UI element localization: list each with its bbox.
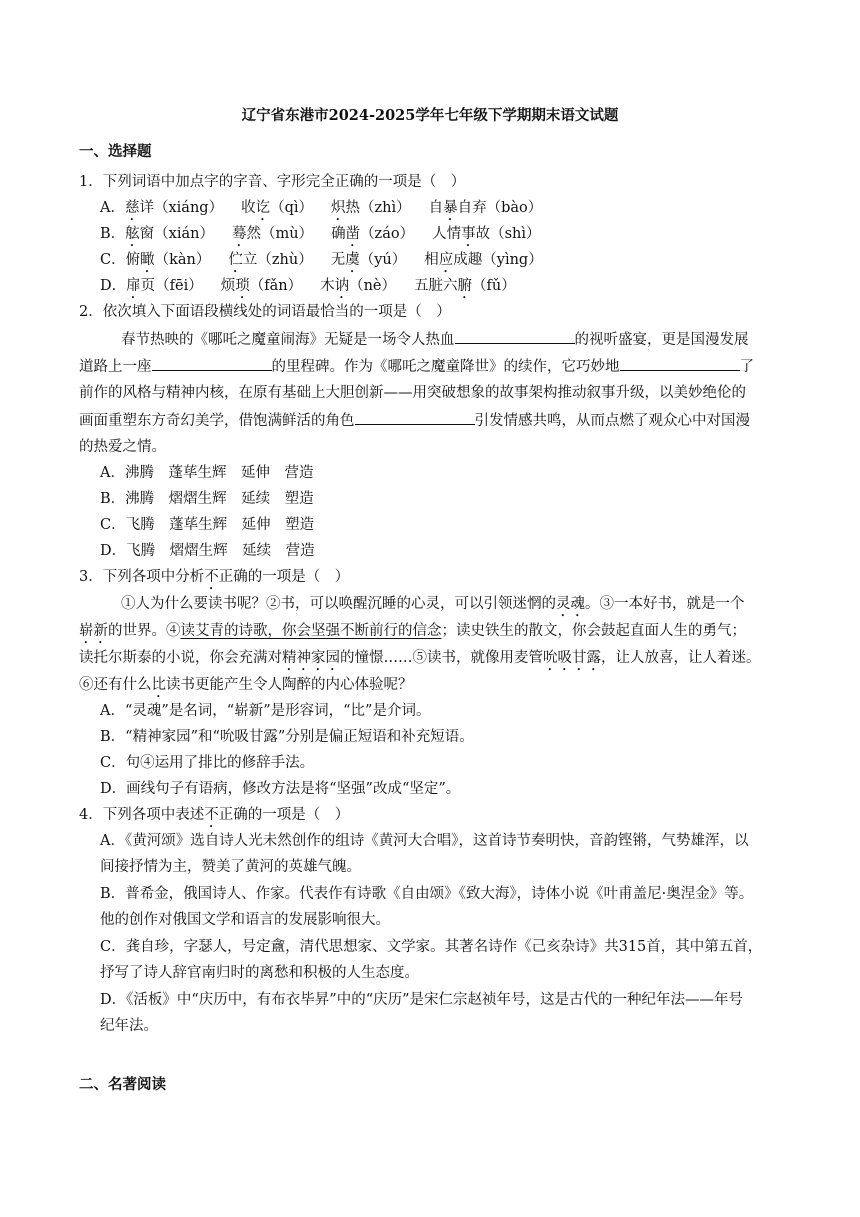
word-text: 详（xiáng） <box>139 200 224 216</box>
dotted-char: 讫 <box>255 200 271 216</box>
word-text: 人情 <box>432 226 462 242</box>
q1-option-c[interactable] <box>100 250 543 276</box>
dotted-char: 应 <box>438 252 454 268</box>
word-text: （kàn） <box>154 252 211 268</box>
dotted-char: 事 <box>461 226 476 242</box>
passage-text: ⑥还有什么 <box>79 677 152 693</box>
q1-option-a[interactable] <box>100 198 542 224</box>
passage-text: 画面重塑东方奇幻美学，借饱满鲜活的角色 <box>79 413 355 429</box>
q4-stem <box>79 805 349 831</box>
q4-option-d[interactable]: D．《活板》中“庆历中，有布衣毕昇”中的“庆历”是宋仁宗赵祯年号，这是古代的一种纪年法——年号 <box>100 992 744 1008</box>
stem-text: 正确的一项是（ ） <box>218 569 350 585</box>
word-text: （záo） <box>360 226 415 242</box>
dotted-char: 琐 <box>235 278 250 294</box>
dotted-char: 凿 <box>345 226 361 242</box>
passage-text: 读托尔斯泰的小说，你会充满对 <box>79 650 282 666</box>
q2-stem: 2．依次填入下面语段横线处的词语最恰当的一项是（ ） <box>79 304 451 320</box>
dotted-char: 扉 <box>126 278 141 294</box>
q3-option-c[interactable]: C．句④运用了排比的修辞手法。 <box>100 755 315 771</box>
option-letter: A． <box>100 200 125 216</box>
option-letter: D． <box>100 278 127 294</box>
stem-text: 正确的一项是（ ） <box>218 807 350 823</box>
q4-option-b[interactable]: B．普希金，俄国诗人、作家。代表作有诗歌《自由颂》《致大海》，诗体小说《叶甫盖尼·奥涅金》等。 <box>100 886 754 902</box>
stem-text: 4．下列各项中表述 <box>79 807 205 823</box>
passage-text: ①人为什么要读书呢？②书，可以唤醒沉睡的心灵，可以引领迷惘的 <box>121 596 556 612</box>
word-text: 烦 <box>220 278 236 294</box>
word-text: 五脏六 <box>414 278 458 294</box>
dotted-char: 不 <box>204 807 219 823</box>
q3-stem <box>79 567 349 593</box>
option-letter: C． <box>100 252 126 268</box>
exam-title: 辽宁省东港市2024-2025学年七年级下学期期末语文试题 <box>241 107 619 124</box>
q2-option-c[interactable]: C．飞腾 蓬荜生辉 延伸 塑造 <box>100 517 315 533</box>
dotted-char: 腑 <box>457 278 473 294</box>
dotted-char: 比 <box>151 677 166 693</box>
q1-option-d[interactable] <box>100 276 516 302</box>
q3-option-a[interactable]: A．“灵魂”是名词，“崭新”是形容词，“比”是介词。 <box>100 703 431 719</box>
q2-passage-line <box>121 329 749 350</box>
q4-option-c-cont: 抒写了诗人辞官南归时的离愁和积极的人生态度。 <box>100 965 419 981</box>
word-text: 自弃（bào） <box>457 200 543 216</box>
dotted-char: 吮吸甘露 <box>543 650 601 666</box>
q2-option-a[interactable]: A．沸腾 蓬荜生辉 延伸 营造 <box>100 465 314 481</box>
dotted-char: 舷 <box>125 226 140 242</box>
section-heading-choice: 一、选择题 <box>79 143 152 160</box>
word-text: 窗（xián） <box>139 226 214 242</box>
word-text: 页（fēi） <box>140 278 203 294</box>
passage-text: 了 <box>739 359 754 375</box>
dotted-char: 暴 <box>443 200 458 216</box>
stem-text: 3．下列各项中分析 <box>79 569 205 585</box>
q3-passage-line <box>79 675 413 701</box>
dotted-char: 瞰 <box>140 252 155 268</box>
option-letter: B． <box>100 226 126 242</box>
q2-passage-line <box>79 410 750 431</box>
word-text: 收 <box>241 200 256 216</box>
word-text: 热（zhì） <box>345 200 411 216</box>
word-text: 故（shì） <box>475 226 541 242</box>
q3-passage-line <box>79 648 761 674</box>
q2-passage-line: 前作的风格与精神内核，在原有基础上大胆创新——用突破想象的故事架构推动叙事升级，以美妙绝伦的 <box>79 385 746 401</box>
q4-option-a[interactable]: A．《黄河颂》选自诗人光未然创作的组诗《黄河大合唱》，这首诗节奏明快，音韵铿锵，气势雄浑，以 <box>100 833 749 849</box>
dotted-char: 蓦 <box>231 226 247 242</box>
dotted-char: 慈 <box>124 200 140 216</box>
word-text: （fǎn） <box>249 278 303 294</box>
word-text: 无 <box>330 252 346 268</box>
passage-text: 读书更能产生令人陶醉的内心体验呢？ <box>166 677 413 693</box>
passage-text: 的世界。④ <box>108 623 181 639</box>
q3-option-b[interactable]: B．“精神家园”和“吮吸甘露”分别是偏正短语和补充短语。 <box>100 729 474 745</box>
q4-option-d-cont: 纪年法。 <box>100 1018 158 1034</box>
dotted-char: 崭新 <box>79 623 108 639</box>
q4-option-b-cont: 他的创作对俄国文学和语言的发展影响很大。 <box>100 912 390 928</box>
word-text: 俯 <box>125 252 141 268</box>
fill-blank-3[interactable] <box>620 356 740 371</box>
q2-option-b[interactable]: B．沸腾 熠熠生辉 延续 塑造 <box>100 491 314 507</box>
passage-text: 道路上一座 <box>79 359 152 375</box>
word-text: （nè） <box>349 278 397 294</box>
q2-option-d[interactable]: D．飞腾 熠熠生辉 延续 营造 <box>100 543 315 559</box>
word-text: 成趣（yìng） <box>453 252 543 268</box>
passage-text: ，让人放喜，让人着迷。 <box>601 650 761 666</box>
dotted-char: 精神家园 <box>282 650 340 666</box>
passage-text: 的憧憬……⑤读书，就像用麦管 <box>340 650 543 666</box>
q1-stem: 1．下列词语中加点字的字音、字形完全正确的一项是（ ） <box>79 174 466 190</box>
q4-option-c[interactable]: C．龚自珍，字瑟人，号定盦，清代思想家、文学家。其著名诗作《己亥杂诗》共315首，其中第五首， <box>100 939 763 955</box>
word-text: 然（mù） <box>246 226 314 242</box>
passage-text: 春节热映的《哪吒之魔童闹海》无疑是一场令人热血 <box>121 332 455 348</box>
q2-passage-line: 的热爱之情。 <box>79 439 166 455</box>
word-text: 立（zhù） <box>242 252 313 268</box>
q2-passage-line <box>79 356 754 377</box>
word-text: 确 <box>331 226 346 242</box>
word-text: 自 <box>428 200 444 216</box>
dotted-char: 伫 <box>228 252 243 268</box>
word-text: 木 <box>320 278 335 294</box>
word-text: （qì） <box>270 200 313 216</box>
word-text: （yú） <box>359 252 407 268</box>
passage-text: ；读史铁生的散文，你会鼓起直面人生的勇气； <box>441 623 746 639</box>
underlined-sentence: 读艾青的诗歌，你会坚强不断前行的信念 <box>180 623 442 639</box>
dotted-char: 虞 <box>345 252 360 268</box>
dotted-char: 不 <box>204 569 219 585</box>
q3-passage-line <box>79 621 746 647</box>
fill-blank-2[interactable] <box>152 356 272 371</box>
q4-option-a-cont: 间接抒情为主，赞美了黄河的英雄气魄。 <box>100 859 361 875</box>
passage-text: 的视听盛宴，更是国漫发展 <box>574 332 749 348</box>
passage-text: 。③一本好书，就是一个 <box>585 596 745 612</box>
passage-text: 引发情感共鸣，从而点燃了观众心中对国漫 <box>474 413 750 429</box>
passage-text: 的里程碑。作为《哪吒之魔童降世》的续作，它巧妙地 <box>271 359 620 375</box>
dotted-char: 讷 <box>334 278 350 294</box>
q1-option-b[interactable] <box>100 224 541 250</box>
word-text: 相 <box>424 252 439 268</box>
fill-blank-1[interactable] <box>455 329 575 344</box>
word-text: （fǔ） <box>472 278 516 294</box>
dotted-char: 灵魂 <box>556 596 585 612</box>
q3-option-d[interactable]: D．画线句子有语病，修改方法是将“坚强”改成“坚定”。 <box>100 781 461 797</box>
fill-blank-4[interactable] <box>355 410 475 425</box>
section-heading-reading: 二、名著阅读 <box>79 1076 166 1093</box>
dotted-char: 炽 <box>331 200 346 216</box>
q3-passage-line <box>121 594 745 620</box>
